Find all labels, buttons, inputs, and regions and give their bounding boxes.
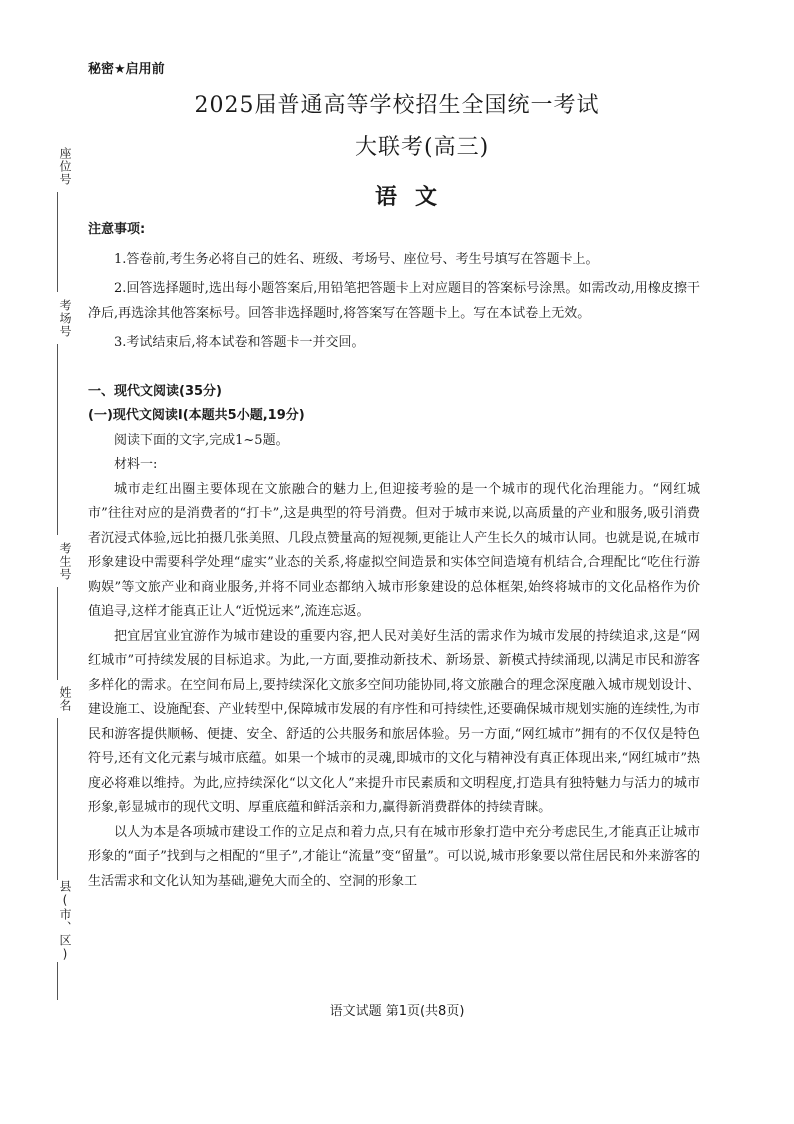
county-label: 县(市、区) [40,880,74,962]
content-body [88,218,700,894]
notice-block [88,218,700,356]
seat-number-label: 座位号 [40,140,74,192]
exam-room-label: 考场号 [40,292,74,344]
material-label: 材料一: [114,457,158,472]
notice-item: 1.答卷前,考生务必将自己的姓名、班级、考场号、座位号、考生号填写在答题卡上。 [114,251,599,267]
notice-item: 3.考试结束后,将本试卷和答题卡一并交回。 [114,335,365,350]
subsection-title: (一)现代文阅读Ⅰ(本题共5小题,19分) [88,408,305,423]
confidential-mark: 秘密★启用前 [88,62,165,77]
name-label: 姓名 [40,680,74,718]
notice-title: 注意事项: [88,222,146,237]
candidate-number-label: 考生号 [40,535,74,587]
exam-subtitle: 大联考(高三) [355,135,490,160]
section-title: 一、现代文阅读(35分) [88,383,222,399]
reading-instruction: 阅读下面的文字,完成1~5题。 [114,432,289,448]
material-paragraph: 城市走红出圈主要体现在文旅融合的魅力上,但迎接考验的是一个城市的现代化治理能力。“网红城市”往往对应的是消费者的“打卡”,这是典型的符号消费。但对于城市来说,以高质量的产业和服务,吸引消费者沉浸式体验,远比拍摄几张美照、几段点赞量高的短视频,更能让人产生长久的城市认同。也就是说,在城市形象建设中需要科学处理“虚实”业态的关系,将虚拟空间造景和实体空间造境有机结合,合理配比“吃住行游购娱”等文旅产业和商业服务,并将不同业态都纳入城市形象建设的总体框架,始终将城市的文化品格作为价值追寻,这样才能真正让人“近悦远来”,流连忘返。 [88,481,700,619]
notice-item: 2.回答选择题时,选出每小题答案后,用铅笔把答题卡上对应题目的答案标号涂黑。如需改动,用橡皮擦干净后,再选涂其他答案标号。回答非选择题时,将答案写在答题卡上。写在本试卷上无效。 [88,281,700,321]
page-footer: 语文试题 第1页(共8页) [329,1004,465,1019]
subject-title: 语文 [374,185,455,210]
exam-title: 2025届普通高等学校招生全国统一考试 [194,93,600,118]
material-paragraph: 把宜居宜业宜游作为城市建设的重要内容,把人民对美好生活的需求作为城市发展的持续追求,这是“网红城市”可持续发展的目标追求。为此,一方面,要推动新技术、新场景、新模式持续涌现,以满足市民和游客多样化的需求。在空间布局上,要持续深化文旅多空间功能协同,将文旅融合的理念深度融入城市规划设计、建设施工、设施配套、产业转型中,保障城市发展的有序性和可持续性,还要确保城市规划实施的连续性,为市民和游客提供顺畅、便捷、安全、舒适的公共服务和旅居体验。另一方面,“网红城市”拥有的不仅仅是特色符号,还有文化元素与城市底蕴。如果一个城市的灵魂,即城市的文化与精神没有真正体现出来,“网红城市”热度必将难以维持。为此,应持续深化“以文化人”来提升市民素质和文明程度,打造具有独特魅力与活力的城市形象,彰显城市的现代文明、厚重底蕴和鲜活亲和力,赢得新消费群体的持续青睐。 [88,628,700,815]
material-paragraph: 以人为本是各项城市建设工作的立足点和着力点,只有在城市形象打造中充分考虑民生,才能真正让城市形象的“面子”找到与之相配的“里子”,才能让“流量”变“留量”。可以说,城市形象要以常住居民和外来游客的生活需求和文化认知为基础,避免大而全的、空洞的形象工 [88,824,700,889]
